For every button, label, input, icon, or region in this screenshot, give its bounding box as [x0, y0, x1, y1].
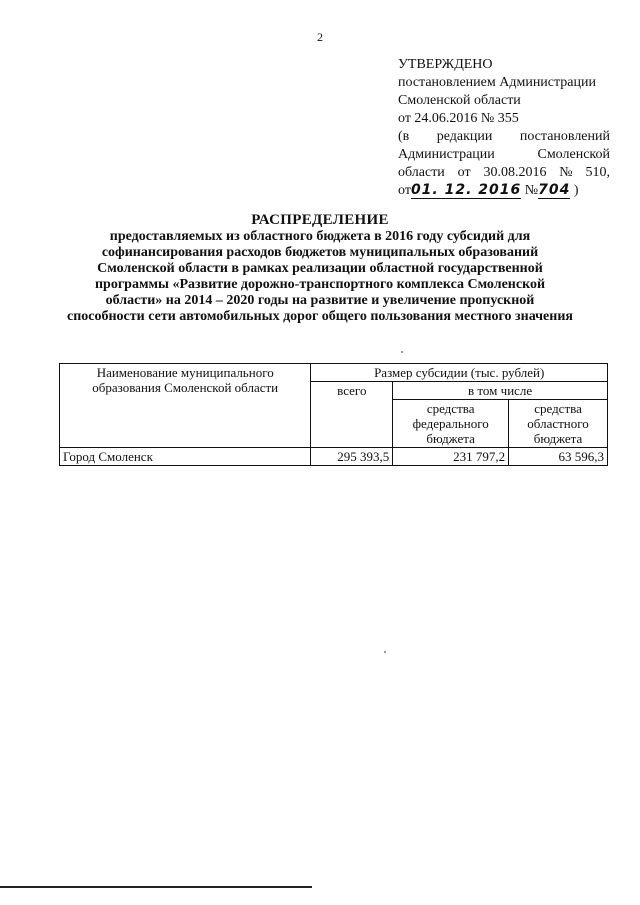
approval-revision-line [398, 146, 610, 164]
scan-speck [384, 651, 386, 653]
revision-word: от [398, 183, 411, 198]
heading-line: области» на 2014 – 2020 годы на развитие и увеличение пропускной [105, 293, 535, 308]
approval-line: постановлением Администрации [398, 75, 596, 90]
header-regional-budget: средства областного бюджета [509, 400, 608, 448]
approval-title: УТВЕРЖДЕНО [398, 57, 493, 72]
cell-municipality: Город Смоленск [60, 448, 311, 466]
subsidy-table [59, 363, 608, 466]
revision-word: Смоленской [537, 147, 610, 162]
header-federal-budget: средства федерального бюджета [393, 400, 509, 448]
heading-line: Смоленской области в рамках реализации областной государственной [97, 261, 543, 276]
heading-line: программы «Развитие дорожно-транспортного комплекса Смоленской [94, 277, 546, 292]
heading-line: предоставляемых из областного бюджета в 2016 году субсидий для [109, 229, 531, 244]
page-number: 2 [317, 30, 323, 44]
cell-regional: 63 596,3 [509, 448, 608, 466]
header-total: всего [311, 382, 393, 448]
approval-stamp [398, 56, 610, 200]
document-heading [0, 212, 640, 325]
header-including: в том числе [393, 382, 608, 400]
revision-word: постановлений [519, 129, 610, 144]
revision-word: 510, [585, 165, 610, 180]
handwritten-date: 01. 12. 2016 [410, 182, 522, 198]
approval-revision-line [398, 164, 610, 182]
revision-word: от [457, 165, 471, 180]
revision-word: области [398, 165, 445, 180]
closing-paren: ) [573, 183, 579, 198]
approval-date-number: от 24.06.2016 № 355 [398, 111, 519, 126]
revision-word: Администрации [398, 147, 495, 162]
approval-revision-line [398, 128, 610, 146]
revision-word: № [559, 165, 573, 180]
revision-word: (в [398, 129, 410, 144]
cell-total: 295 393,5 [311, 448, 393, 466]
scan-speck [401, 351, 403, 353]
document-title: РАСПРЕДЕЛЕНИЕ [251, 212, 389, 228]
table-row [60, 448, 608, 466]
heading-line: софинансирования расходов бюджетов муниципальных образований [101, 245, 539, 260]
approval-line: Смоленской области [398, 93, 521, 108]
approval-handwritten-line [398, 182, 610, 200]
scan-edge-line [0, 886, 312, 888]
heading-line: способности сети автомобильных дорог общего пользования местного значения [67, 309, 573, 324]
header-municipality: Наименование муниципального образования Смоленской области [60, 364, 311, 448]
header-subsidy-amount: Размер субсидии (тыс. рублей) [311, 364, 608, 382]
handwritten-number: 704 [538, 182, 571, 198]
cell-federal: 231 797,2 [393, 448, 509, 466]
revision-word: редакции [436, 129, 493, 144]
number-sign: № [524, 183, 539, 198]
revision-word: 30.08.2016 [483, 165, 547, 180]
